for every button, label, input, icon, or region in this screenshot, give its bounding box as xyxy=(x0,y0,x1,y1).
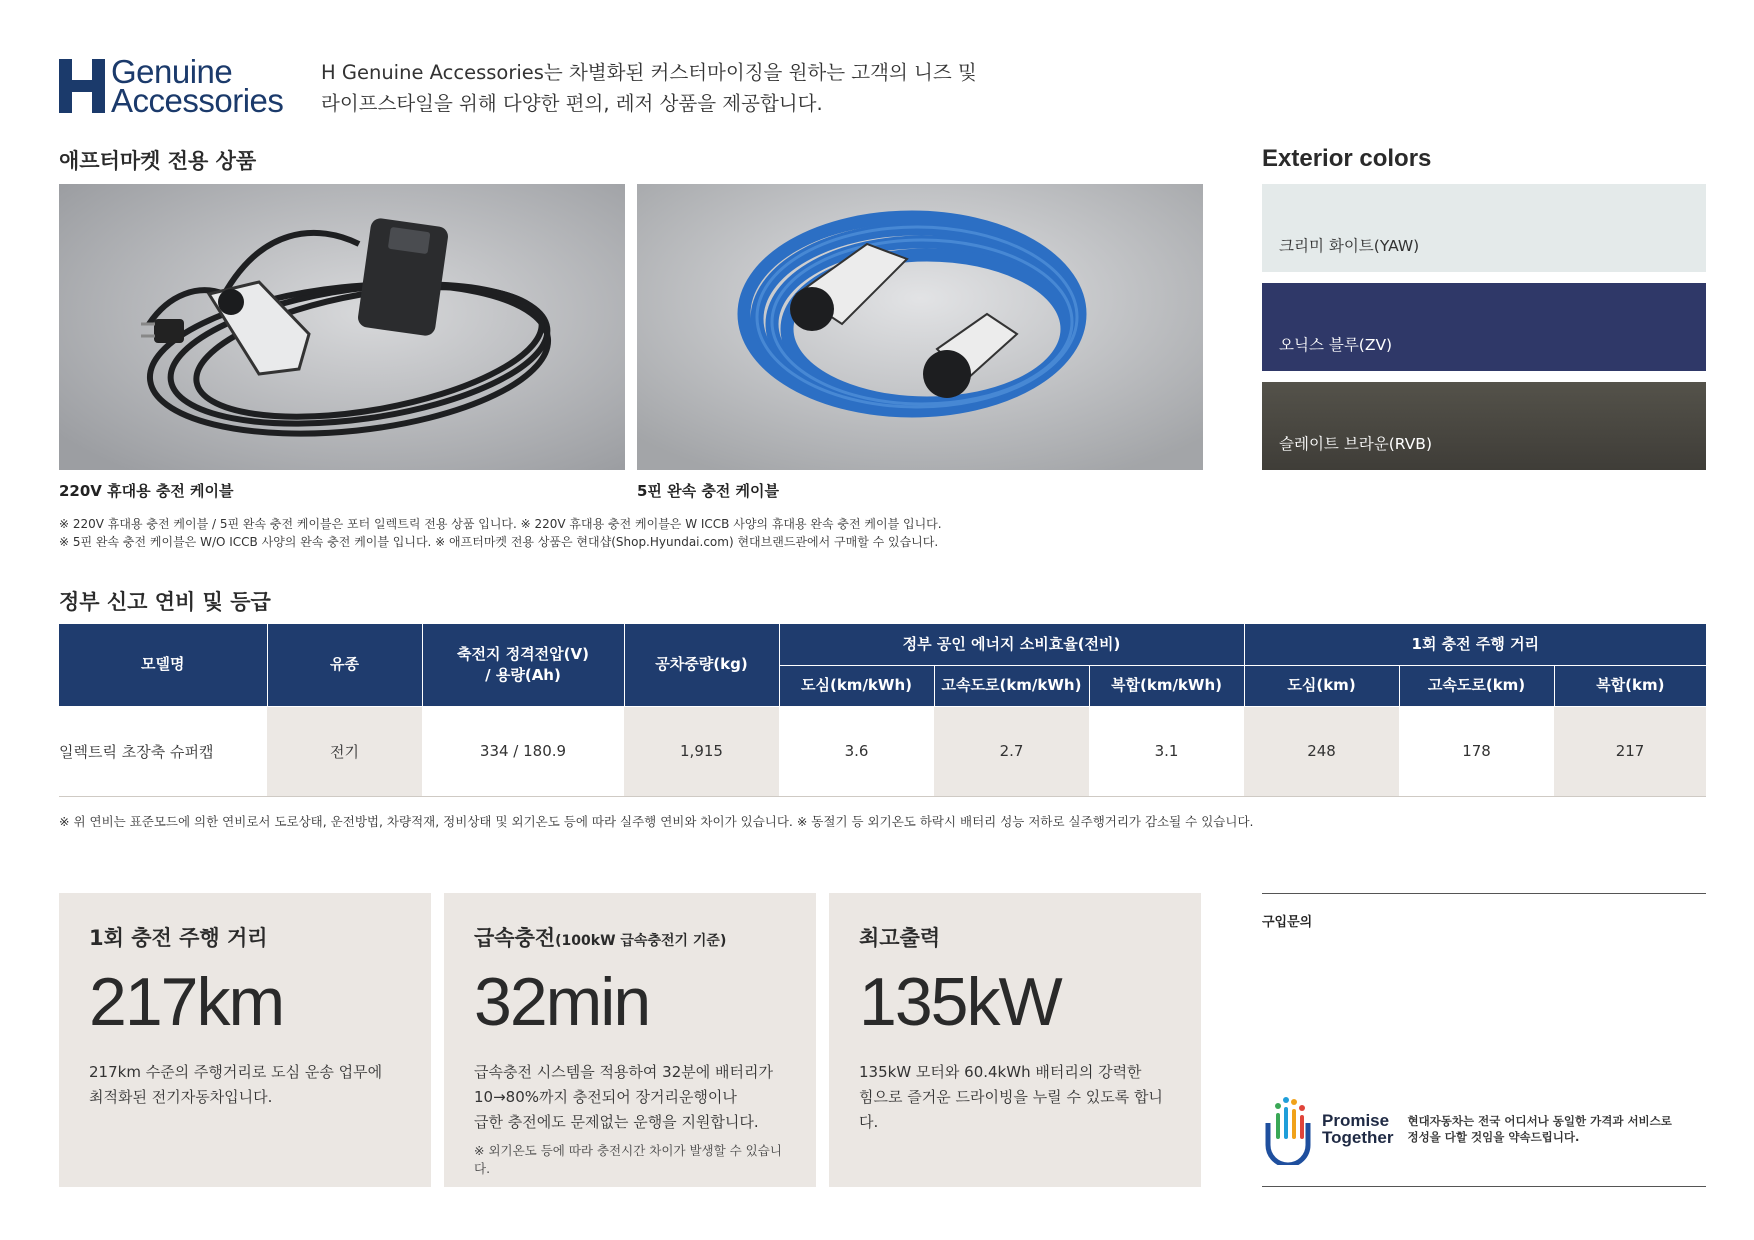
header-efficiency: 정부 공인 에너지 소비효율(전비) xyxy=(779,624,1244,665)
cell-weight: 1,915 xyxy=(624,706,779,796)
header-eff-combined: 복합(km/kWh) xyxy=(1089,665,1244,706)
card-value: 217km xyxy=(89,964,284,1040)
cell-range-city: 248 xyxy=(1244,706,1399,796)
spec-title: 정부 신고 연비 및 등급 xyxy=(59,590,271,614)
card-value: 135kW xyxy=(859,964,1061,1040)
header-range: 1회 충전 주행 거리 xyxy=(1244,624,1706,665)
header-battery xyxy=(422,624,624,706)
promise-together-block xyxy=(1262,1093,1672,1165)
intro-line-1: H Genuine Accessories는 차별화된 커스터마이징을 원하는 고객의 니즈 및 xyxy=(321,61,977,84)
portable-cable-caption: 220V 휴대용 충전 케이블 xyxy=(59,482,234,500)
promise-hand-icon xyxy=(1262,1093,1314,1165)
cell-eff-highway: 2.7 xyxy=(934,706,1089,796)
card-value: 32min xyxy=(474,964,650,1040)
cell-eff-combined: 3.1 xyxy=(1089,706,1244,796)
five-pin-cable-caption: 5핀 완속 충전 케이블 xyxy=(637,482,780,500)
card-title: 최고출력 xyxy=(859,926,941,950)
logo-line-1: Genuine xyxy=(111,53,233,90)
header-range-highway: 고속도로(km) xyxy=(1399,665,1554,706)
header-range-city: 도심(km) xyxy=(1244,665,1399,706)
genuine-accessories-logo xyxy=(59,53,284,119)
aftermarket-title: 애프터마켓 전용 상품 xyxy=(59,149,257,173)
header-fuel: 유종 xyxy=(267,624,422,706)
aftermarket-notes xyxy=(59,515,942,551)
cell-fuel: 전기 xyxy=(267,706,422,796)
exterior-colors-title: Exterior colors xyxy=(1262,145,1432,172)
intro-line-2: 라이프스타일을 위해 다양한 편의, 레저 상품을 제공합니다. xyxy=(321,92,823,115)
five-pin-charging-cable-image xyxy=(637,184,1203,470)
color-swatch-slate-brown xyxy=(1262,382,1706,470)
inquiry-top-rule xyxy=(1262,893,1706,894)
color-name: 오닉스 블루(ZV) xyxy=(1279,336,1393,354)
card-title: 1회 충전 주행 거리 xyxy=(89,926,268,950)
color-swatch-onyx-blue xyxy=(1262,283,1706,371)
color-swatch-creamy-white xyxy=(1262,184,1706,272)
card-range xyxy=(59,893,431,1187)
cell-battery: 334 / 180.9 xyxy=(422,706,624,796)
spec-note: ※ 위 연비는 표준모드에 의한 연비로서 도로상태, 운전방법, 차량적재, 정비상태 및 외기온도 등에 따라 실주행 연비와 차이가 있습니다. ※ 동절기 등 외기온도 하락시 배터리 성능 저하로 실주행거리가 감소될 수 있습니다. xyxy=(59,814,1254,829)
header-model: 모델명 xyxy=(59,624,267,706)
header-battery-line-1: 축전지 정격전압(V) xyxy=(457,644,589,663)
cell-range-highway: 178 xyxy=(1399,706,1554,796)
aftermarket-note-2: ※ 5핀 완속 충전 케이블은 W/O ICCB 사양의 완속 충전 케이블 입니다. ※ 애프터마켓 전용 상품은 현대샵(Shop.Hyundai.com) 현대브랜드관에서 구매할 수 있습니다. xyxy=(59,535,939,549)
color-name: 크리미 화이트(YAW) xyxy=(1279,237,1420,255)
promise-together-wordmark: Promise Together xyxy=(1322,1111,1394,1147)
inquiry-bottom-rule xyxy=(1262,1186,1706,1187)
h-logo-icon xyxy=(59,59,105,113)
intro-text xyxy=(321,57,1021,119)
cell-model: 일렉트릭 초장축 슈퍼캡 xyxy=(59,706,267,796)
promise-message: 현대자동차는 전국 어디서나 동일한 가격과 서비스로 정성을 다할 것임을 약속드립니다. xyxy=(1407,1114,1672,1144)
card-note: ※ 외기온도 등에 따라 충전시간 차이가 발생할 수 있습니다. xyxy=(474,1143,782,1176)
header-eff-highway: 고속도로(km/kWh) xyxy=(934,665,1089,706)
card-desc: 217km 수준의 주행거리로 도심 운송 업무에 최적화된 전기자동차입니다. xyxy=(89,1063,383,1106)
card-max-output xyxy=(829,893,1201,1187)
logo-line-2: Accessories xyxy=(111,82,284,119)
header-battery-line-2: / 용량(Ah) xyxy=(485,665,561,684)
header-range-combined: 복합(km) xyxy=(1554,665,1706,706)
table-row xyxy=(59,706,1706,796)
color-name: 슬레이트 브라운(RVB) xyxy=(1279,435,1432,453)
card-desc: 급속충전 시스템을 적용하여 32분에 배터리가 10→80%까지 충전되어 장거리운행이나 급한 충전에도 문제없는 운행을 지원합니다. xyxy=(474,1063,773,1131)
cell-range-combined: 217 xyxy=(1554,706,1706,796)
header-weight: 공차중량(kg) xyxy=(624,624,779,706)
portable-charging-cable-image xyxy=(59,184,625,470)
aftermarket-note-1: ※ 220V 휴대용 충전 케이블 / 5핀 완속 충전 케이블은 포터 일렉트릭 전용 상품 입니다. ※ 220V 휴대용 충전 케이블은 W ICCB 사양의 휴대용 완속 충전 케이블 입니다. xyxy=(59,517,942,531)
spec-table xyxy=(59,624,1706,797)
cell-eff-city: 3.6 xyxy=(779,706,934,796)
card-title: 급속충전(100kW 급속충전기 기준) xyxy=(474,926,727,950)
card-desc: 135kW 모터와 60.4kWh 배터리의 강력한 힘으로 즐거운 드라이빙을 누릴 수 있도록 합니다. xyxy=(859,1063,1163,1131)
header-eff-city: 도심(km/kWh) xyxy=(779,665,934,706)
card-fast-charging xyxy=(444,893,816,1187)
inquiry-label: 구입문의 xyxy=(1262,915,1313,930)
